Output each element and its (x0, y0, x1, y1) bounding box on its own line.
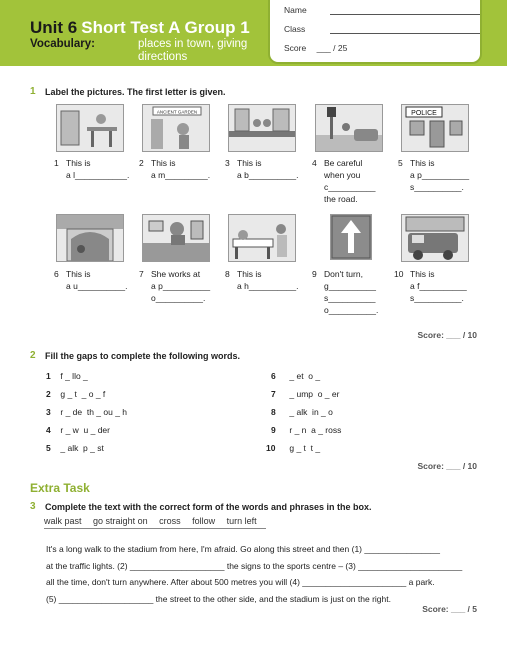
answer-field[interactable]: This is a l___________. (66, 158, 130, 180)
paragraph-line: all the time, don't turn anywhere. After about 500 metres you will (4) ______________________ a park. (46, 577, 435, 588)
class-field[interactable] (284, 24, 305, 34)
score-field (284, 43, 347, 53)
answer-field[interactable]: This is a p__________ s__________. (410, 158, 470, 192)
answer-field[interactable]: This is a b__________. (237, 158, 299, 180)
question-instruction: Complete the text with the correct form of the words and phrases in the box. (45, 502, 372, 512)
test-label: Short Test A Group 1 (81, 18, 250, 37)
answer-field[interactable]: She works at a p__________ o__________. (151, 269, 211, 303)
gap-item[interactable]: 10 g _ t t _ (266, 443, 321, 453)
test-title (30, 18, 250, 38)
word-box-item: turn left (226, 516, 257, 526)
bank-illustration (228, 104, 296, 152)
underground-illustration (56, 214, 124, 262)
gap-item[interactable]: 3 r _ de th _ ou _ h (46, 407, 128, 417)
extra-score: Score: ___ / 5 (422, 604, 477, 614)
paragraph-line: at the traffic lights. (2) ____________________ the signs to the sports centre – (3) ______________________ (46, 560, 463, 571)
question-number: 3 (30, 501, 36, 512)
gap-item[interactable]: 6 _ et o _ (271, 371, 321, 381)
straight-on-arrow-icon (330, 214, 372, 260)
vocab-topic: places in town, giving directions (138, 38, 248, 63)
museum-illustration (142, 104, 210, 152)
answer-field[interactable]: This is a m_________. (151, 158, 211, 180)
gap-item[interactable]: 7 _ ump o _ er (271, 389, 340, 399)
q2-score: Score: ___ / 10 (417, 461, 477, 471)
post-office-illustration (142, 214, 210, 262)
word-box-item: walk past (44, 516, 82, 526)
answer-field[interactable]: This is a u__________. (66, 269, 128, 291)
question-instruction: Fill the gaps to complete the following words. (45, 351, 241, 361)
fire-station-illustration (401, 214, 469, 262)
answer-field[interactable]: Be careful when you c__________ the road. (324, 158, 376, 204)
gap-item[interactable]: 9 r _ n a _ ross (271, 425, 342, 435)
score-total: ___ / 25 (316, 43, 348, 53)
unit-label: Unit 6 (30, 18, 78, 37)
answer-field[interactable]: This is a f__________ s__________. (410, 269, 467, 303)
gap-item[interactable]: 8 _ alk in _ o (271, 407, 333, 417)
word-box-item: cross (159, 516, 181, 526)
name-field[interactable] (284, 5, 307, 15)
question-number: 1 (30, 86, 36, 97)
answer-field[interactable]: Don't turn, g__________ s__________ o__________. (324, 269, 379, 315)
hospital-illustration (228, 214, 296, 262)
museum-sign-text: ANCIENT GARDEN (156, 109, 198, 115)
question-number: 2 (30, 350, 36, 361)
paragraph-line: It's a long walk to the stadium from here, I'm afraid. Go along this street and then (1) ________________ (46, 544, 441, 554)
q1-score: Score: ___ / 10 (417, 330, 477, 340)
gap-item[interactable]: 2 g _ t _ o _ f (46, 389, 106, 399)
paragraph-line: (5) ____________________ the street to the other side, and the stadium is just on the right. (46, 593, 391, 604)
student-info-box (268, 0, 482, 64)
library-illustration (56, 104, 124, 152)
police-sign-text: POLICE (411, 110, 437, 117)
extra-task-heading: Extra Task (30, 481, 90, 495)
gap-fill-paragraph[interactable] (46, 541, 478, 607)
word-box-item: go straight on (93, 516, 148, 526)
question-instruction: Label the pictures. The first letter is given. (45, 87, 226, 97)
word-box-item: follow (192, 516, 216, 526)
vocab-label: Vocabulary: (30, 38, 95, 50)
class-label: Class (284, 24, 306, 34)
gap-item[interactable]: 1 f _ llo _ (46, 371, 88, 381)
gap-item[interactable]: 4 r _ w u _ der (46, 425, 110, 435)
answer-field[interactable]: This is a h__________. (237, 269, 299, 291)
score-label: Score (284, 43, 307, 53)
word-box (44, 516, 266, 529)
gap-item[interactable]: 5 _ alk p _ st (46, 443, 104, 453)
police-station-illustration (401, 104, 469, 152)
name-label: Name (284, 5, 307, 15)
crossing-illustration (315, 104, 383, 152)
